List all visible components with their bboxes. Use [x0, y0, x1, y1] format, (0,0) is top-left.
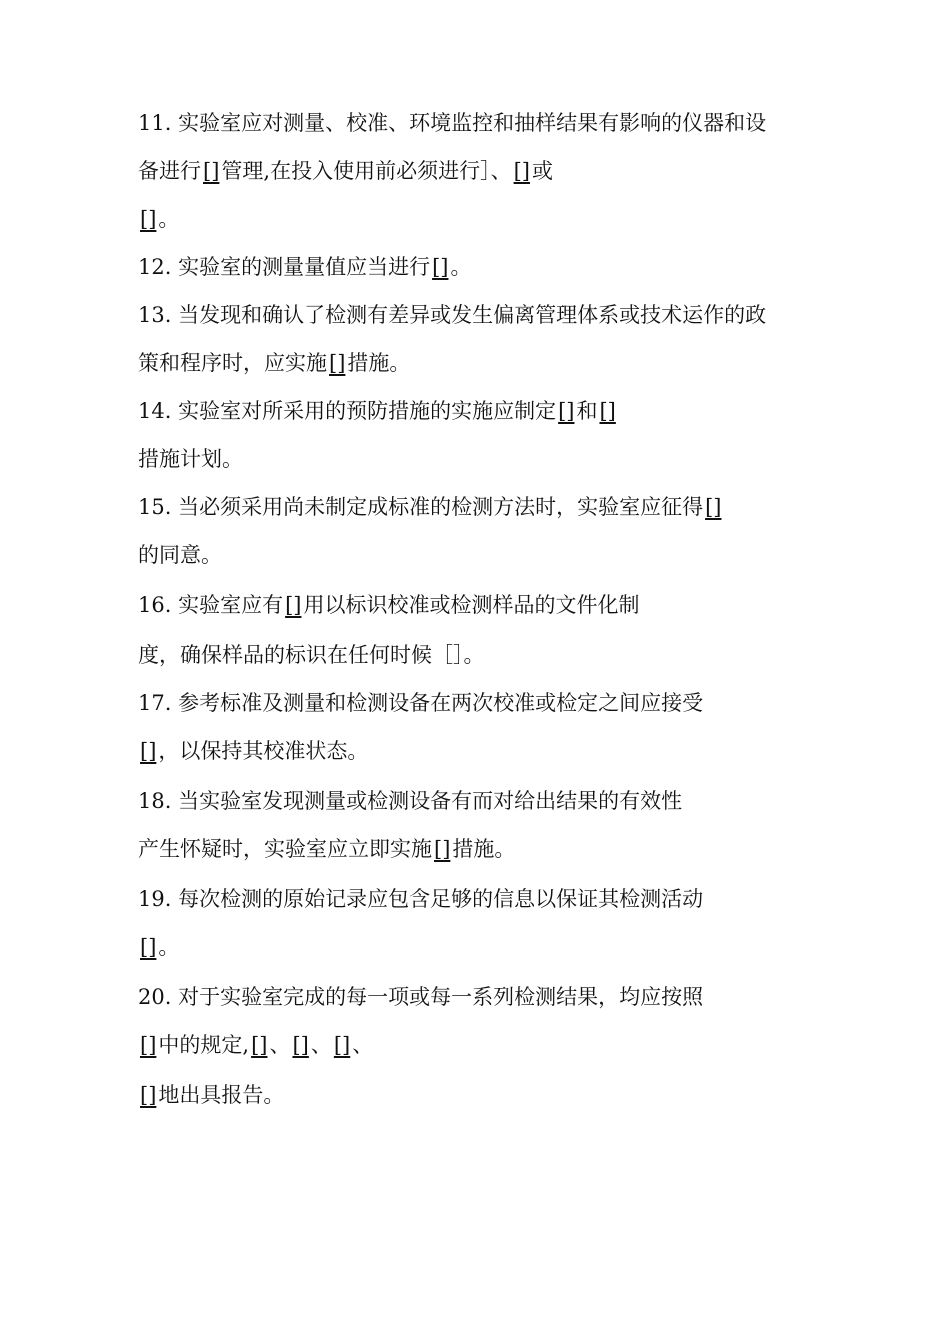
- text-line: [138, 736, 368, 766]
- text-segment: 度，确保样品的标识在任何时候［］。: [138, 643, 485, 667]
- answer-blank: []: [513, 159, 530, 183]
- text-segment: 15. 当必须采用尚未制定成标准的检测方法时，实验室应征得: [138, 495, 704, 519]
- text-segment: 17. 参考标准及测量和检测设备在两次校准或检定之间应接受: [138, 691, 704, 715]
- text-line: [138, 540, 222, 570]
- text-segment: 。: [158, 935, 180, 959]
- text-segment: 12. 实验室的测量量值应当进行: [138, 255, 431, 279]
- answer-blank: []: [285, 593, 302, 617]
- text-line: [138, 204, 179, 234]
- text-line: [138, 108, 766, 138]
- text-segment: 、: [352, 1033, 374, 1057]
- text-segment: 措施。: [347, 351, 411, 375]
- text-segment: 产生怀疑时，实验室应立即实施: [138, 837, 432, 861]
- text-segment: 管理,在投入使用前必须进行］、: [221, 159, 512, 183]
- text-line: [138, 156, 553, 186]
- text-segment: 和: [576, 399, 598, 423]
- answer-blank: []: [140, 739, 157, 763]
- answer-blank: []: [140, 1033, 157, 1057]
- text-line: [138, 982, 703, 1012]
- text-segment: 用以标识校准或检测样品的文件化制: [303, 593, 640, 617]
- text-line: [138, 396, 618, 426]
- text-segment: 中的规定,: [158, 1033, 250, 1057]
- text-segment: 备进行: [138, 159, 201, 183]
- answer-blank: []: [140, 1083, 157, 1107]
- answer-blank: []: [558, 399, 575, 423]
- text-segment: 策和程序时，应实施: [138, 351, 327, 375]
- text-line: [138, 688, 703, 718]
- text-segment: 13. 当发现和确认了检测有差异或发生偏离管理体系或技术运作的政: [138, 303, 767, 327]
- text-segment: 措施计划。: [138, 447, 243, 471]
- text-segment: 。: [450, 255, 472, 279]
- answer-blank: []: [251, 1033, 268, 1057]
- text-segment: 、: [310, 1033, 332, 1057]
- text-segment: 14. 实验室对所采用的预防措施的实施应制定: [138, 399, 557, 423]
- text-line: [138, 786, 682, 816]
- answer-blank: []: [203, 159, 220, 183]
- answer-blank: []: [434, 837, 451, 861]
- text-line: [138, 1030, 373, 1060]
- text-segment: 的同意。: [138, 543, 222, 567]
- text-line: [138, 932, 179, 962]
- answer-blank: []: [432, 255, 449, 279]
- text-segment: 16. 实验室应有: [138, 593, 284, 617]
- text-segment: 地出具报告。: [158, 1083, 285, 1107]
- text-line: [138, 492, 723, 522]
- text-line: [138, 300, 766, 330]
- text-segment: ，以保持其校准状态。: [158, 739, 369, 763]
- answer-blank: []: [329, 351, 346, 375]
- answer-blank: []: [292, 1033, 309, 1057]
- answer-blank: []: [599, 399, 616, 423]
- text-line: [138, 640, 485, 670]
- text-line: [138, 348, 410, 378]
- text-segment: 措施。: [452, 837, 516, 861]
- text-line: [138, 444, 243, 474]
- text-line: [138, 252, 471, 282]
- text-segment: 、: [269, 1033, 291, 1057]
- answer-blank: []: [333, 1033, 351, 1057]
- text-line: [138, 1080, 284, 1110]
- text-segment: 。: [158, 207, 180, 231]
- answer-blank: []: [140, 935, 157, 959]
- text-line: [138, 884, 703, 914]
- text-segment: 或: [531, 159, 553, 183]
- text-segment: 20. 对于实验室完成的每一项或每一系列检测结果，均应按照: [138, 985, 704, 1009]
- answer-blank: []: [140, 207, 157, 231]
- text-segment: 18. 当实验室发现测量或检测设备有而对给出结果的有效性: [138, 789, 683, 813]
- text-line: [138, 590, 639, 620]
- text-segment: 19. 每次检测的原始记录应包含足够的信息以保证其检测活动: [138, 887, 704, 911]
- text-segment: 11. 实验室应对测量、校准、环境监控和抽样结果有影响的仪器和设: [138, 111, 767, 135]
- text-line: [138, 834, 515, 864]
- answer-blank: []: [705, 495, 722, 519]
